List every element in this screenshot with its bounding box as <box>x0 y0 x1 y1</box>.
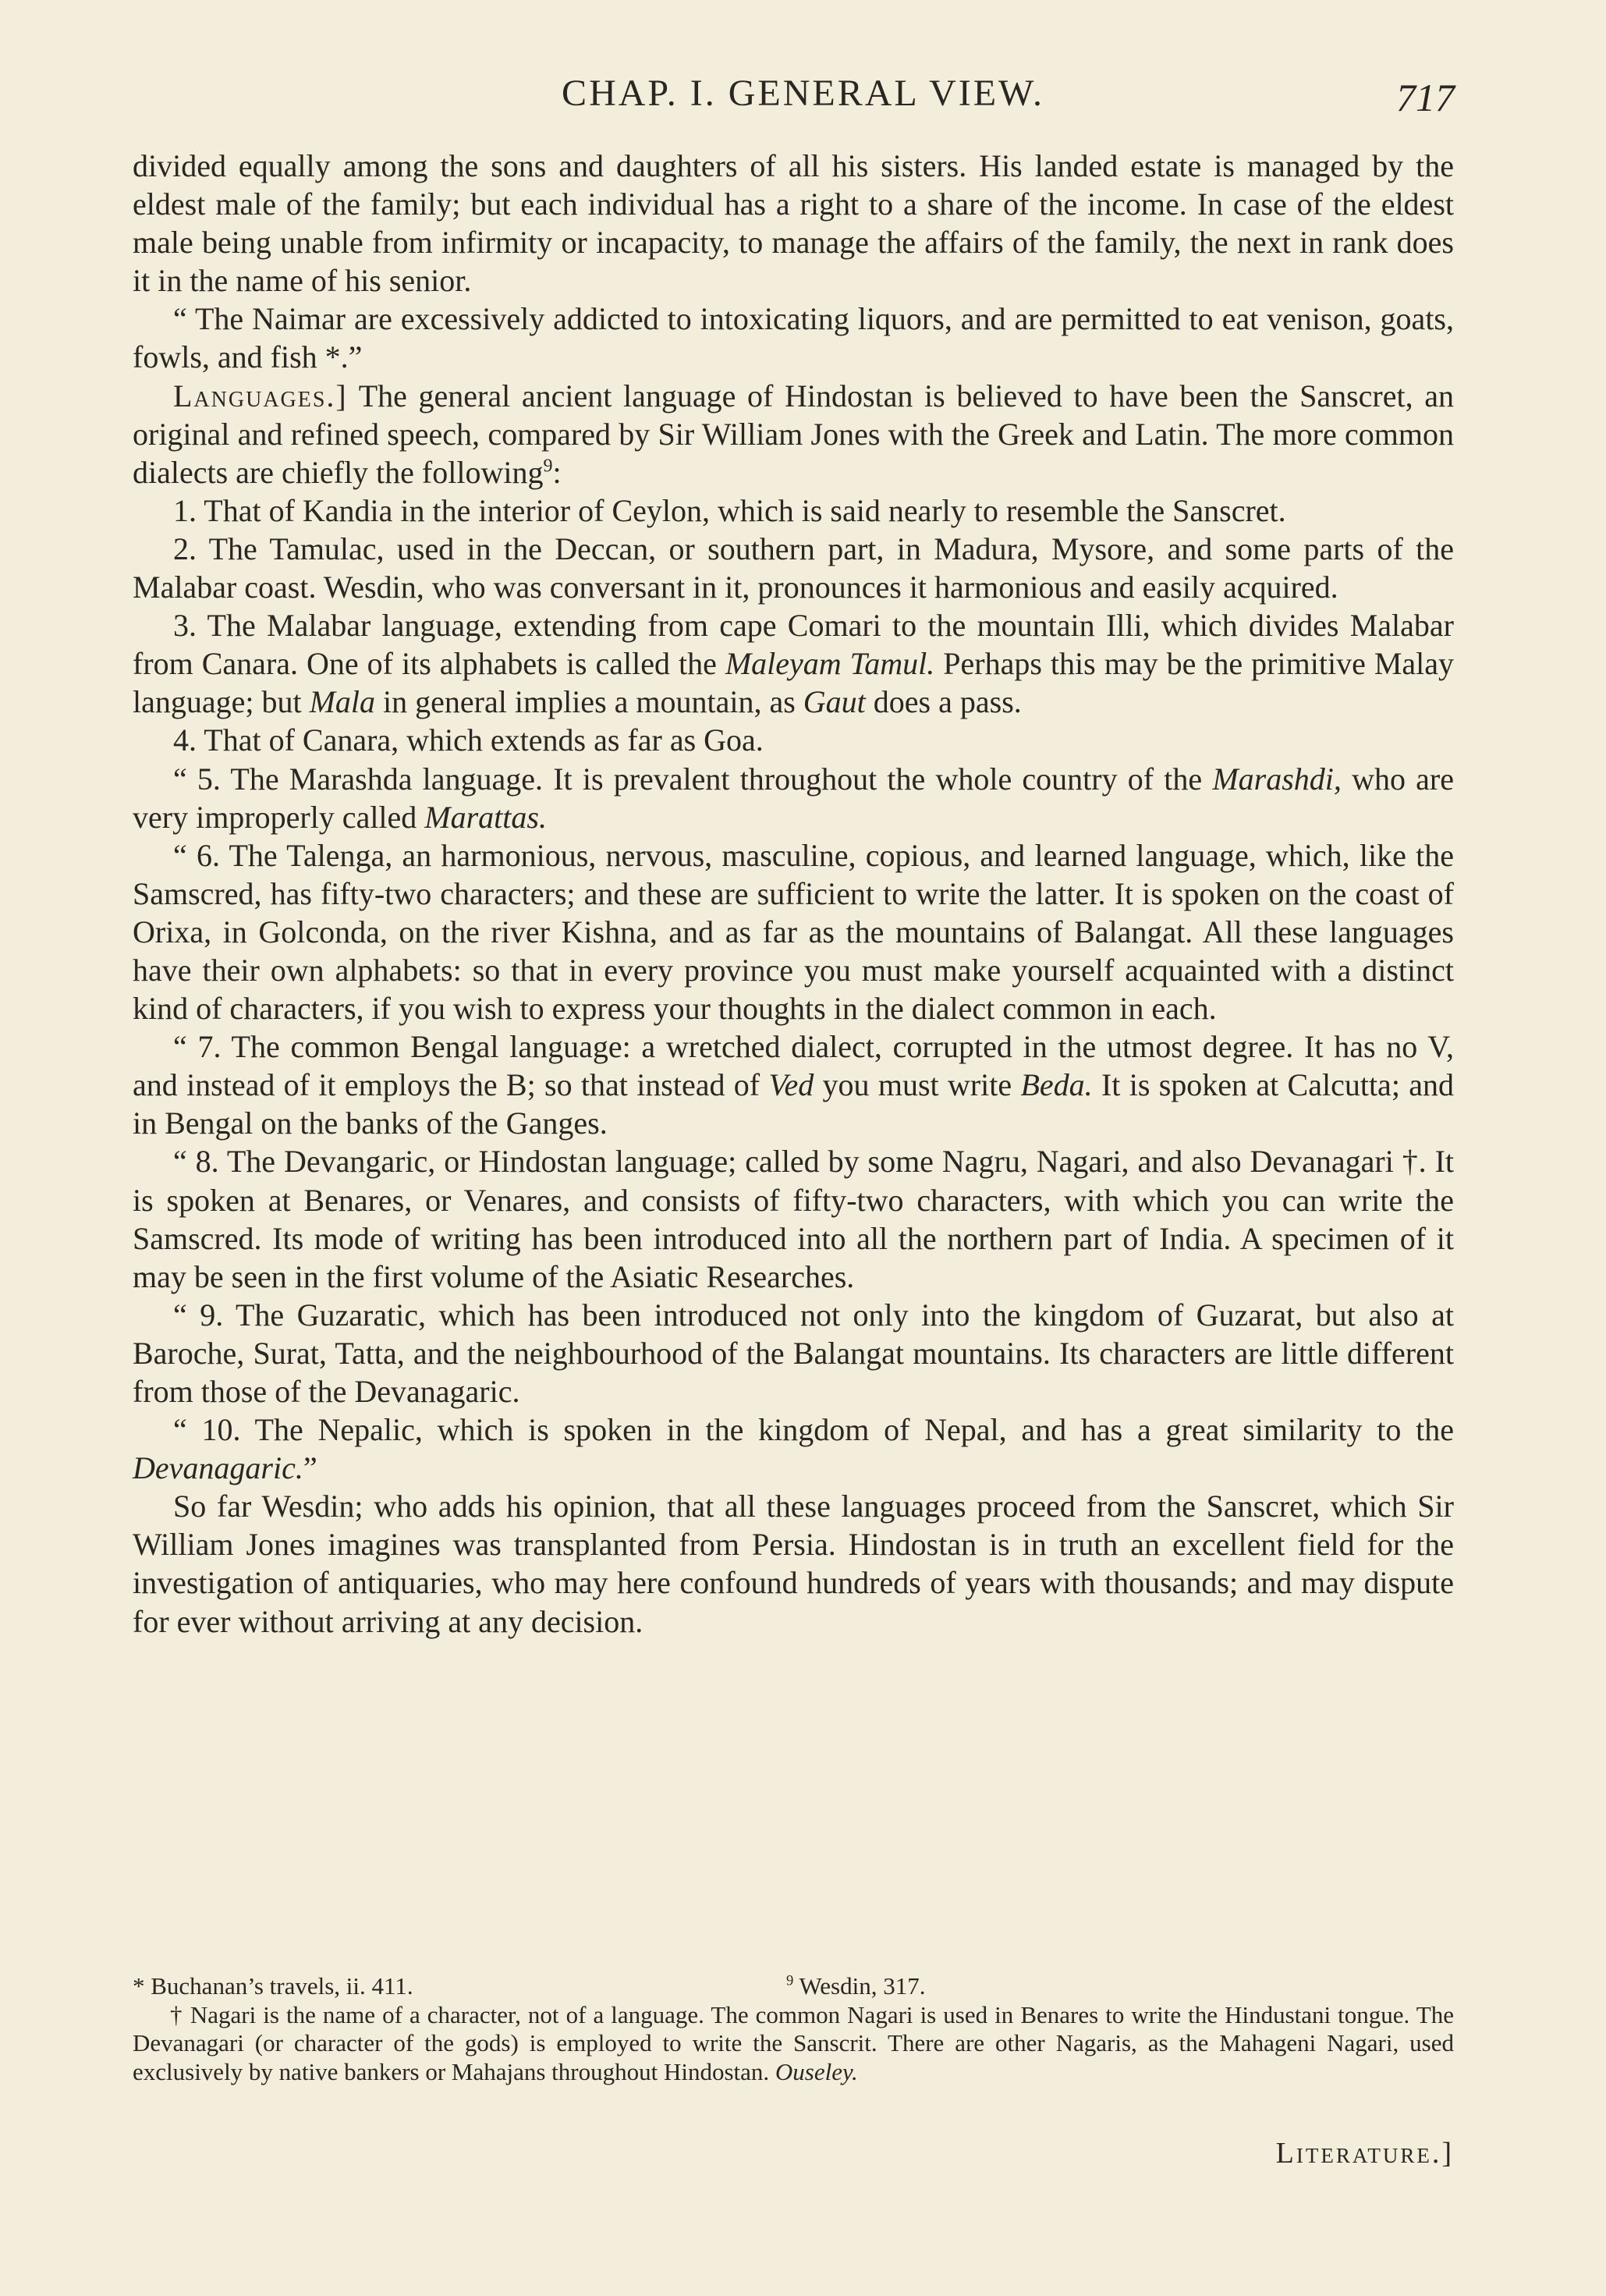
list-item <box>133 1411 1454 1487</box>
list-item <box>133 760 1454 836</box>
list-item: “ 9. The Guzaratic, which has been introduced not only into the kingdom of Guzarat, but also at Baroche, Surat, Tatta, and the neighbourhood of the Balangat mountains. Its characters are little different from those of the Devanagaric. <box>133 1297 1454 1409</box>
paragraph-languages <box>133 377 1454 491</box>
paragraph-text: It is spoken at Calcutta; and in Bengal on the banks of the Ganges. <box>133 1067 1454 1141</box>
footnote-text: Wesdin, 317. <box>793 1972 926 2000</box>
running-head: CHAP. I. GENERAL VIEW. <box>562 73 1044 114</box>
footnote-dagger <box>133 2001 1454 2087</box>
page-number: 717 <box>1396 76 1455 119</box>
footnotes <box>133 1972 1454 2086</box>
paragraph-text: : <box>552 454 562 490</box>
footnote-row <box>133 1972 1454 2001</box>
italic-term: Marattas. <box>424 799 547 835</box>
footnote-text: † Nagari is the name of a character, not of a language. The common Nagari is used in Benares to write the Hindustani tongue. The Devanagari (or character of the gods) is employed to write the Sanscrit. There are other Nagaris, as the Mahageni Nagari, used exclusively by native bankers or Mahajans throughout Hindostan. <box>133 2000 1454 2085</box>
paragraph: “ The Naimar are excessively addicted to intoxicating liquors, and are permitted to eat venison, goats, fowls, and fish *.” <box>133 301 1454 375</box>
paragraph-text: Perhaps this may be the primitive Malay language; but <box>133 646 1455 720</box>
page-header <box>0 72 1606 126</box>
paragraph-text: in general implies a mountain, as <box>375 684 803 720</box>
list-item: 2. The Tamulac, used in the Deccan, or southern part, in Madura, Mysore, and some parts of the Malabar coast. Wesdin, who was conversant in it, pronounces it harmonious and easily acquired. <box>133 531 1454 605</box>
paragraph-text: “ 10. The Nepalic, which is spoken in the kingdom of Nepal, and has a great similarity to the <box>173 1412 1454 1448</box>
footnote-marker: 9 <box>786 1972 794 1989</box>
footnote-author: Ouseley. <box>775 2057 858 2085</box>
list-item: 1. That of Kandia in the interior of Ceylon, which is said nearly to resemble the Sanscret. <box>173 492 1286 528</box>
catchword: Literature.] <box>1275 2137 1454 2170</box>
paragraph-text: who are very improperly called <box>133 761 1455 835</box>
paragraph-text: 3. The Malabar language, extending from cape Comari to the mountain Illi, which divides Malabar from Canara. One of its alphabets is called the <box>133 608 1454 682</box>
list-item <box>133 1027 1454 1142</box>
list-item: 4. That of Canara, which extends as far as Goa. <box>173 722 764 758</box>
paragraph-text: “ 7. The common Bengal language: a wretched dialect, corrupted in the utmost degree. It has no V, and instead of it employs the B; so that instead of <box>133 1029 1454 1103</box>
italic-term: Devanagaric. <box>133 1450 303 1486</box>
paragraph-text: ” <box>303 1450 317 1486</box>
section-heading: Languages.] <box>173 378 348 413</box>
paragraph-text: “ 5. The Marashda language. It is prevalent throughout the whole country of the <box>173 761 1213 797</box>
paragraph-text: does a pass. <box>865 684 1022 720</box>
italic-term: Beda. <box>1020 1067 1093 1103</box>
italic-term: Marashdi, <box>1212 761 1342 797</box>
paragraph: So far Wesdin; who adds his opinion, that all these languages proceed from the Sanscret, which Sir William Jones imagines was transplanted from Persia. Hindostan is in truth an excellent field for the investigation of antiquaries, who may here confound hundreds of years with thousands; and may dispute for ever without arriving at any decision. <box>133 1489 1454 1639</box>
italic-term: Maleyam Tamul. <box>725 646 935 682</box>
paragraph-text: The general ancient language of Hindostan is believed to have been the Sanscret, an original and refined speech, compared by Sir William Jones with the Greek and Latin. The more common dialects are chiefly the following <box>133 378 1454 490</box>
paragraph-text: you must write <box>814 1067 1021 1103</box>
paragraph: divided equally among the sons and daughters of all his sisters. His landed estate is managed by the eldest male of the family; but each individual has a right to a share of the income. In case of the eldest male being unable from infirmity or incapacity, to manage the affairs of the family, the next in rank does it in the name of his senior. <box>133 148 1454 299</box>
footnote-star: * Buchanan’s travels, ii. 411. <box>133 1972 413 2000</box>
list-item: “ 6. The Talenga, an harmonious, nervous, masculine, copious, and learned language, which, like the Samscred, has fifty-two characters; and these are sufficient to write the latter. It is spoken on the coast of Orixa, in Golconda, on the river Kishna, and as far as the mountains of Balangat. All these languages have their own alphabets: so that in every province you must make yourself acquainted with a distinct kind of characters, if you wish to express your thoughts in the dialect common in each. <box>133 837 1454 1027</box>
italic-term: Ved <box>768 1067 814 1103</box>
italic-term: Mala <box>309 684 376 720</box>
footnote-marker: 9 <box>543 456 553 477</box>
italic-term: Gaut <box>803 684 866 720</box>
list-item <box>133 606 1454 721</box>
list-item: “ 8. The Devangaric, or Hindostan language; called by some Nagru, Nagari, and also Devanagari †. It is spoken at Benares, or Venares, and consists of fifty-two characters, with which you can write the Samscred. Its mode of writing has been introduced into all the northern part of India. A specimen of it may be seen in the first volume of the Asiatic Researches. <box>133 1144 1454 1294</box>
footnote-nine <box>786 1972 925 2001</box>
body-text <box>133 147 1454 1641</box>
